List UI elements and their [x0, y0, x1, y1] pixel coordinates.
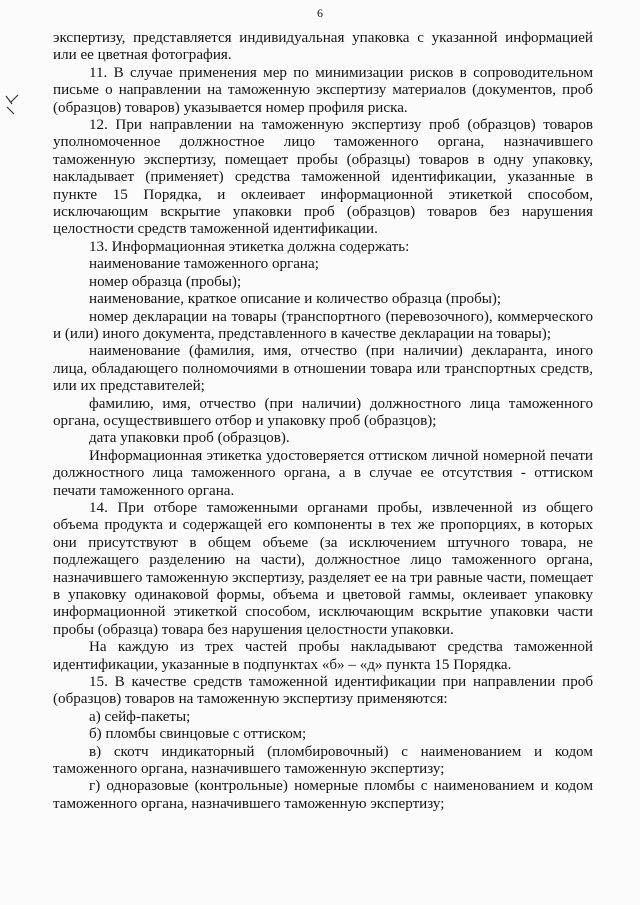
paragraph: б) пломбы свинцовые с оттиском;: [89, 726, 307, 743]
paragraph: номер образца (пробы);: [89, 273, 242, 290]
page-number: 6: [317, 6, 323, 20]
paragraph: 12. При направлении на таможенную экспертизу проб (образцов) товаров уполномоченное должностное лицо таможенного органа, назначившего таможенную экспертизу, помещает пробы (образцы) товаров в одну упаковку, накладывает (применяет) средства таможенной идентификации, указанные в пункте 15 Порядка, и оклеивает информационной этикеткой способом, исключающим вскрытие упаковки проб (образцов) товаров без нарушения целостности средств таможенной идентификации.: [53, 117, 593, 238]
paragraph: На каждую из трех частей пробы накладывают средства таможенной идентификации, указанные в подпунктах «б» – «д» пункта 15 Порядка.: [53, 639, 593, 673]
paragraph: экспертизу, представляется индивидуальная упаковка с указанной информацией или ее цветная фотография.: [53, 30, 593, 64]
paragraph: Информационная этикетка удостоверяется оттиском личной номерной печати должностного лица таможенного органа, а в случае ее отсутствия - оттиском печати таможенного органа.: [53, 447, 593, 499]
paragraph: наименование таможенного органа;: [89, 256, 319, 273]
paragraph: 14. При отборе таможенными органами пробы, извлеченной из общего объема продукта и содержащей его компоненты в тех же пропорциях, в которых они присутствуют в общем объеме (за исключением штучного товара, не подлежащего разделению на части), должностное лицо таможенного органа, назначившего таможенную экспертизу, разделяет ее на три равные части, помещает в упаковку одинаковой формы, объема и цветовой гаммы, оклеивает упаковку информационной этикеткой способом, исключающим вскрытие упаковки части пробы (образца) товара без нарушения целостности упаковки.: [53, 499, 593, 638]
paragraph: а) сейф-пакеты;: [89, 708, 191, 725]
paragraph: г) одноразовые (контрольные) номерные пломбы с наименованием и кодом таможенного органа, назначившего таможенную экспертизу;: [53, 778, 593, 812]
paragraph: 13. Информационная этикетка должна содержать:: [89, 238, 410, 255]
paragraph: 15. В качестве средств таможенной идентификации при направлении проб (образцов) товаров на таможенную экспертизу применяются:: [53, 674, 593, 708]
paragraph: фамилию, имя, отчество (при наличии) должностного лица таможенного органа, осуществившего отбор и упаковку проб (образцов);: [53, 395, 593, 429]
handwritten-margin-mark: [3, 92, 21, 118]
paragraph: наименование (фамилия, имя, отчество (при наличии) декларанта, иного лица, обладающего полномочиями в отношении товара или транспортных средств, или их представителей;: [53, 343, 593, 395]
paragraph: номер декларации на товары (транспортного (перевозочного), коммерческого и (или) иного документа, представленного в качестве декларации на товары);: [53, 308, 593, 342]
document-body: [53, 30, 593, 813]
paragraph: дата упаковки проб (образцов).: [89, 430, 290, 447]
paragraph: 11. В случае применения мер по минимизации рисков в сопроводительном письме о направлении на таможенную экспертизу материалов (документов, проб (образцов) товаров) указывается номер профиля риска.: [53, 64, 593, 116]
paragraph: в) скотч индикаторный (пломбировочный) с наименованием и кодом таможенного органа, назначившего таможенную экспертизу;: [53, 743, 593, 778]
paragraph: наименование, краткое описание и количество образца (пробы);: [89, 291, 502, 308]
